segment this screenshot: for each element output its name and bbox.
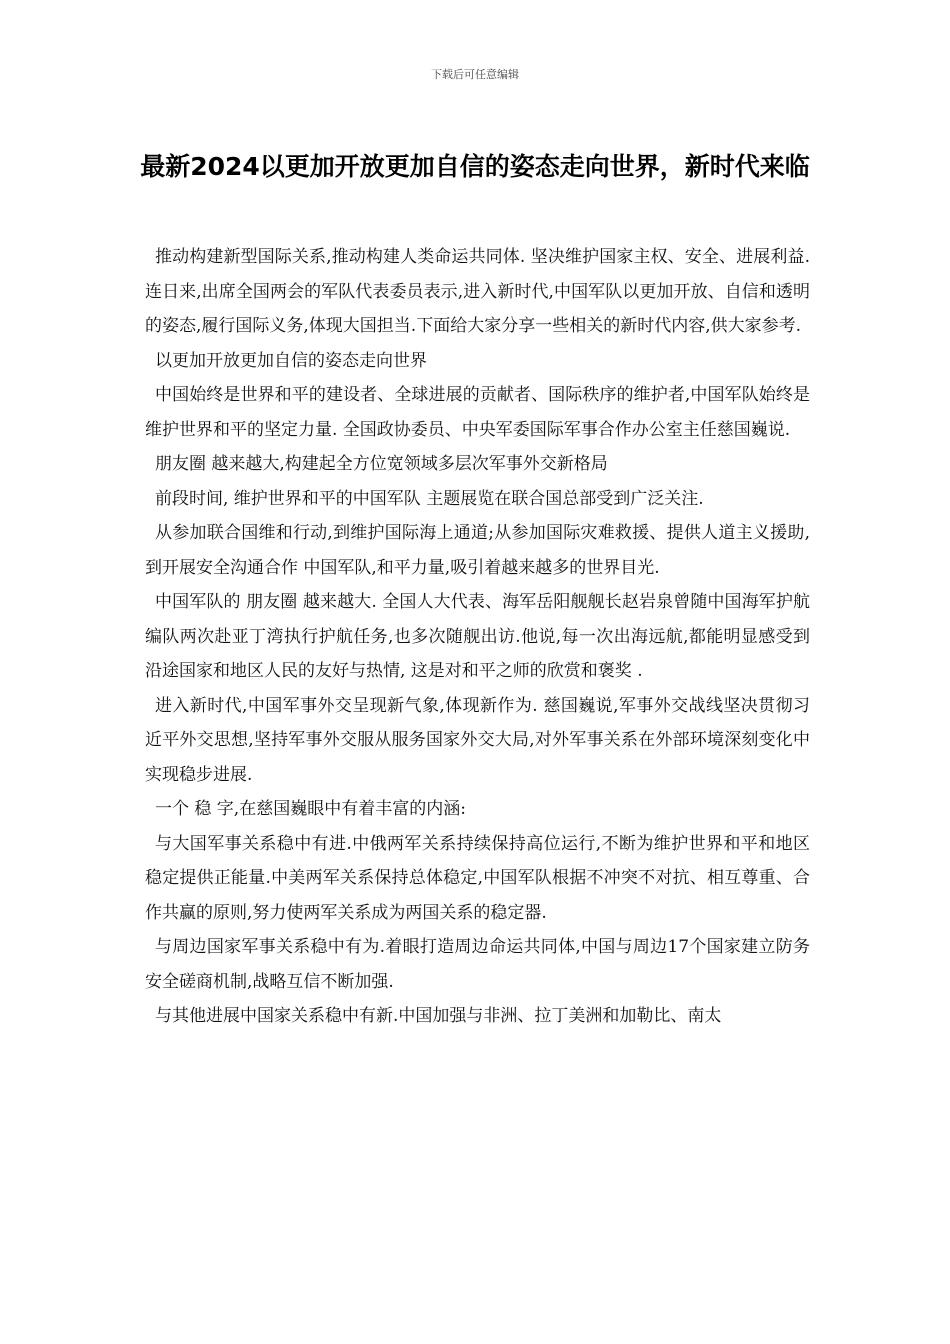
paragraph-11: 与周边国家军事关系稳中有为.着眼打造周边命运共同体,中国与周边17个国家建立防务安全磋商机制,战略互信不断加强.	[145, 937, 810, 992]
paragraph-12: 与其他进展中国家关系稳中有新.中国加强与非洲、拉丁美洲和加勒比、南太	[155, 1006, 722, 1026]
paragraph-5: 前段时间, 维护世界和平的中国军队 主题展览在联合国总部受到广泛关注.	[155, 488, 704, 509]
document-title: 最新2024以更加开放更加自信的姿态走向世界，新时代来临	[140, 152, 810, 181]
paragraph-10: 与大国军事关系稳中有进.中俄两军关系持续保持高位运行,不断为维护世界和平和地区稳定提供正能量.中美两军关系保持总体稳定,中国军队根据不冲突不对抗、相互尊重、合作共赢的原则,努力使两军关系成为两国关系的稳定器.	[145, 833, 810, 923]
document-body	[145, 240, 816, 1034]
paragraph-1: 推动构建新型国际关系,推动构建人类命运共同体. 坚决维护国家主权、安全、进展利益. 连日来,出席全国两会的军队代表委员表示,进入新时代,中国军队以更加开放、自信和透明的姿态,履行国际义务,体现大国担当.下面给大家分享一些相关的新时代内容,供大家参考.	[145, 247, 816, 336]
paragraph-6: 从参加联合国维和行动,到维护国际海上通道;从参加国际灾难救援、提供人道主义援助,到开展安全沟通合作 中国军队,和平力量,吸引着越来越多的世界目光.	[145, 523, 810, 578]
paragraph-7: 中国军队的 朋友圈 越来越大. 全国人大代表、海军岳阳舰舰长赵岩泉曾随中国海军护航编队两次赴亚丁湾执行护航任务,也多次随舰出访.他说,每一次出海远航,都能明显感受到沿途国家和地区人民的友好与热情, 这是对和平之师的欣赏和褒奖 .	[145, 592, 810, 681]
paragraph-9: 一个 稳 字,在慈国巍眼中有着丰富的内涵:	[155, 799, 466, 819]
paragraph-4: 朋友圈 越来越大,构建起全方位宽领域多层次军事外交新格局	[155, 454, 608, 474]
paragraph-3: 中国始终是世界和平的建设者、全球进展的贡献者、国际秩序的维护者,中国军队始终是维护世界和平的坚定力量. 全国政协委员、中央军委国际军事合作办公室主任慈国巍说.	[145, 385, 810, 440]
paragraph-2: 以更加开放更加自信的姿态走向世界	[155, 350, 427, 371]
header-note: 下载后可任意编辑	[431, 68, 519, 81]
paragraph-8: 进入新时代,中国军事外交呈现新气象,体现新作为. 慈国巍说,军事外交战线坚决贯彻习近平外交思想,坚持军事外交服从服务国家外交大局,对外军事关系在外部环境深刻变化中实现稳步进展.	[145, 695, 810, 785]
